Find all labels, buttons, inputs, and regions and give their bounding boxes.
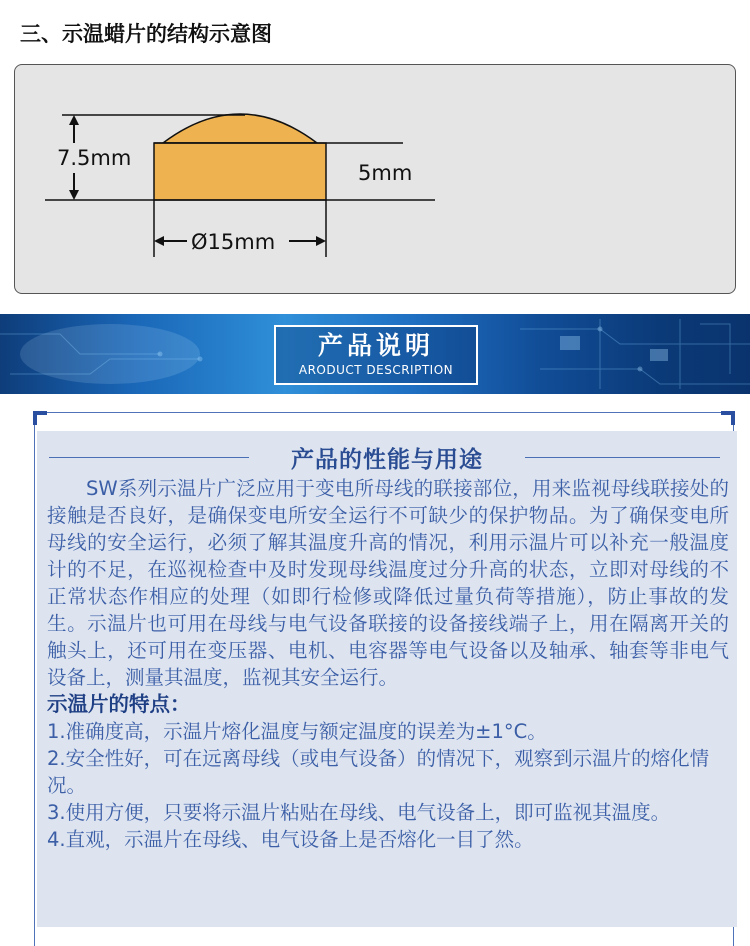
banner-title-box (274, 325, 478, 385)
diameter-dimension-label: Ø15mm (191, 230, 276, 254)
description-frame (34, 412, 734, 946)
frame-corner-top-left (33, 411, 47, 425)
frame-corner-top-right (721, 411, 735, 425)
wax-dome (163, 114, 317, 143)
banner-title: 产品说明 (317, 331, 434, 360)
heading-divider-right (525, 457, 720, 458)
heading-row (37, 437, 737, 477)
feature-item: 1.准确度高，示温片熔化温度与额定温度的误差为±1°C。 (47, 720, 547, 743)
description-panel (37, 431, 737, 927)
thickness-dimension-label: 5mm (358, 161, 413, 185)
feature-item: 3.使用方便，只要将示温片粘贴在母线、电气设备上，即可监视其温度。 (47, 801, 671, 824)
section-title: 三、示温蜡片的结构示意图 (20, 22, 272, 46)
performance-usage-heading: 产品的性能与用途 (291, 447, 483, 473)
features-title: 示温片的特点： (47, 692, 191, 716)
description-body (47, 475, 729, 853)
usage-paragraph: SW系列示温片广泛应用于变电所母线的联接部位，用来监视母线联接处的接触是否良好，是确保变电所安全运行不可缺少的保护物品。为了确保变电所母线的安全运行，必须了解其温度升高的情况，利用示温片可以补充一般温度计的不足，在巡视检查中及时发现母线温度过分升高的状态，立即对母线的不正常状态作相应的处理（如即行检修或降低过量负荷等措施），防止事故的发生。示温片也可用在母线与电气设备联接的设备接线端子上，用在隔离开关的触头上，还可用在变压器、电机、电容器等电气设备以及轴承、轴套等非电气设备上，测量其温度，监视其安全运行。 (47, 477, 729, 689)
structure-diagram (15, 65, 737, 295)
structure-diagram-panel (14, 64, 736, 294)
banner-subtitle: ARODUCT DESCRIPTION (298, 363, 454, 377)
feature-item: 2.安全性好，可在远离母线（或电气设备）的情况下，观察到示温片的熔化情况。 (47, 747, 710, 797)
wax-body (154, 143, 326, 200)
feature-item: 4.直观，示温片在母线、电气设备上是否熔化一目了然。 (47, 828, 534, 851)
height-dimension-label: 7.5mm (57, 146, 132, 170)
product-description-banner (0, 314, 750, 394)
